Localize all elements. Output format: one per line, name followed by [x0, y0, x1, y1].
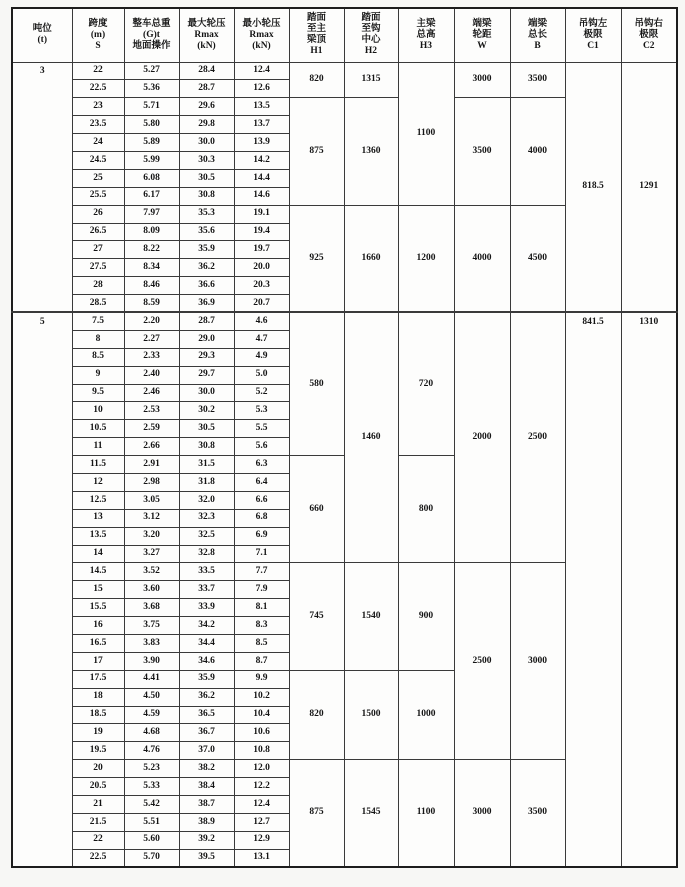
- cell-max-wheel-load: 29.7: [179, 366, 234, 384]
- cell-min-wheel-load: 7.1: [234, 545, 289, 563]
- cell-max-wheel-load: 35.3: [179, 205, 234, 223]
- cell-total-weight: 2.66: [124, 438, 179, 456]
- cell-max-wheel-load: 34.6: [179, 652, 234, 670]
- col-header-w: 端梁 轮距 W: [454, 8, 510, 62]
- cell-total-weight: 3.75: [124, 617, 179, 635]
- cell-min-wheel-load: 12.4: [234, 796, 289, 814]
- cell-h3: 1100: [398, 760, 454, 867]
- cell-b: 3500: [510, 760, 565, 867]
- cell-max-wheel-load: 36.2: [179, 259, 234, 277]
- cell-total-weight: 5.80: [124, 116, 179, 134]
- cell-max-wheel-load: 32.5: [179, 527, 234, 545]
- cell-total-weight: 3.60: [124, 581, 179, 599]
- cell-max-wheel-load: 30.8: [179, 187, 234, 205]
- cell-span: 20.5: [72, 778, 124, 796]
- cell-min-wheel-load: 13.5: [234, 98, 289, 116]
- cell-total-weight: 2.91: [124, 456, 179, 474]
- table-row: [12, 312, 677, 330]
- cell-min-wheel-load: 10.4: [234, 706, 289, 724]
- cell-h3: 1100: [398, 62, 454, 205]
- cell-min-wheel-load: 4.9: [234, 348, 289, 366]
- cell-min-wheel-load: 20.3: [234, 277, 289, 295]
- cell-total-weight: 5.23: [124, 760, 179, 778]
- cell-total-weight: 4.68: [124, 724, 179, 742]
- cell-span: 25: [72, 169, 124, 187]
- cell-min-wheel-load: 4.7: [234, 330, 289, 348]
- cell-c1: 818.5: [565, 62, 621, 312]
- cell-b: 4000: [510, 98, 565, 205]
- cell-min-wheel-load: 6.9: [234, 527, 289, 545]
- cell-min-wheel-load: 5.6: [234, 438, 289, 456]
- cell-min-wheel-load: 19.7: [234, 241, 289, 259]
- col-header-h2: 踏面 至钩 中心 H2: [344, 8, 398, 62]
- cell-min-wheel-load: 8.5: [234, 635, 289, 653]
- cell-span: 15: [72, 581, 124, 599]
- cell-min-wheel-load: 8.3: [234, 617, 289, 635]
- cell-total-weight: 5.36: [124, 80, 179, 98]
- cell-max-wheel-load: 30.8: [179, 438, 234, 456]
- cell-total-weight: 5.42: [124, 796, 179, 814]
- cell-span: 26.5: [72, 223, 124, 241]
- cell-total-weight: 2.20: [124, 312, 179, 330]
- spec-table-head: [12, 8, 677, 62]
- cell-max-wheel-load: 31.5: [179, 456, 234, 474]
- cell-span: 21: [72, 796, 124, 814]
- cell-span: 24.5: [72, 151, 124, 169]
- cell-min-wheel-load: 5.2: [234, 384, 289, 402]
- cell-span: 23: [72, 98, 124, 116]
- cell-min-wheel-load: 6.4: [234, 473, 289, 491]
- cell-h2: 1545: [344, 760, 398, 867]
- cell-min-wheel-load: 14.6: [234, 187, 289, 205]
- cell-min-wheel-load: 10.2: [234, 688, 289, 706]
- cell-max-wheel-load: 38.2: [179, 760, 234, 778]
- cell-span: 7.5: [72, 312, 124, 330]
- cell-max-wheel-load: 33.9: [179, 599, 234, 617]
- cell-min-wheel-load: 12.9: [234, 831, 289, 849]
- cell-total-weight: 4.76: [124, 742, 179, 760]
- spec-table-body: [12, 62, 677, 867]
- cell-h1: 875: [289, 760, 344, 867]
- cell-min-wheel-load: 13.1: [234, 849, 289, 867]
- cell-span: 22: [72, 831, 124, 849]
- col-header-h1: 踏面 至主 梁顶 H1: [289, 8, 344, 62]
- cell-max-wheel-load: 30.3: [179, 151, 234, 169]
- cell-c2: 1291: [621, 62, 677, 312]
- table-row: [12, 62, 677, 80]
- cell-total-weight: 2.46: [124, 384, 179, 402]
- cell-span: 22.5: [72, 849, 124, 867]
- cell-max-wheel-load: 33.7: [179, 581, 234, 599]
- cell-span: 19: [72, 724, 124, 742]
- tonnage-cell: 3: [12, 62, 72, 312]
- cell-min-wheel-load: 13.9: [234, 134, 289, 152]
- cell-span: 20: [72, 760, 124, 778]
- cell-span: 10: [72, 402, 124, 420]
- cell-h1: 580: [289, 312, 344, 455]
- cell-total-weight: 4.59: [124, 706, 179, 724]
- cell-total-weight: 5.70: [124, 849, 179, 867]
- cell-h3: 800: [398, 456, 454, 563]
- cell-span: 13: [72, 509, 124, 527]
- cell-w: 3000: [454, 760, 510, 867]
- cell-total-weight: 5.51: [124, 813, 179, 831]
- cell-min-wheel-load: 12.0: [234, 760, 289, 778]
- cell-min-wheel-load: 20.7: [234, 295, 289, 313]
- cell-max-wheel-load: 29.0: [179, 330, 234, 348]
- cell-total-weight: 3.68: [124, 599, 179, 617]
- cell-total-weight: 3.83: [124, 635, 179, 653]
- cell-min-wheel-load: 20.0: [234, 259, 289, 277]
- cell-max-wheel-load: 28.4: [179, 62, 234, 80]
- cell-max-wheel-load: 32.0: [179, 491, 234, 509]
- cell-max-wheel-load: 30.5: [179, 420, 234, 438]
- cell-h3: 720: [398, 312, 454, 455]
- cell-total-weight: 8.09: [124, 223, 179, 241]
- col-header-b: 端梁 总长 B: [510, 8, 565, 62]
- col-header-tonnage: 吨位 (t): [12, 8, 72, 62]
- crane-spec-table: [11, 7, 678, 868]
- cell-min-wheel-load: 14.4: [234, 169, 289, 187]
- col-header-h3: 主梁 总高 H3: [398, 8, 454, 62]
- cell-max-wheel-load: 36.5: [179, 706, 234, 724]
- cell-h1: 660: [289, 456, 344, 563]
- cell-h2: 1660: [344, 205, 398, 312]
- cell-w: 2000: [454, 312, 510, 562]
- cell-h3: 1000: [398, 670, 454, 759]
- cell-max-wheel-load: 29.8: [179, 116, 234, 134]
- cell-total-weight: 6.08: [124, 169, 179, 187]
- cell-min-wheel-load: 4.6: [234, 312, 289, 330]
- cell-total-weight: 3.27: [124, 545, 179, 563]
- cell-span: 28.5: [72, 295, 124, 313]
- cell-c2: 1310: [621, 312, 677, 867]
- cell-span: 16.5: [72, 635, 124, 653]
- cell-min-wheel-load: 12.6: [234, 80, 289, 98]
- cell-total-weight: 5.60: [124, 831, 179, 849]
- tonnage-cell: 5: [12, 312, 72, 867]
- col-header-rmin: 最小轮压 Rmax (kN): [234, 8, 289, 62]
- cell-span: 15.5: [72, 599, 124, 617]
- cell-min-wheel-load: 6.8: [234, 509, 289, 527]
- cell-max-wheel-load: 38.9: [179, 813, 234, 831]
- cell-total-weight: 2.59: [124, 420, 179, 438]
- cell-span: 11.5: [72, 456, 124, 474]
- cell-span: 22: [72, 62, 124, 80]
- cell-min-wheel-load: 10.6: [234, 724, 289, 742]
- cell-span: 27.5: [72, 259, 124, 277]
- cell-min-wheel-load: 5.3: [234, 402, 289, 420]
- cell-total-weight: 7.97: [124, 205, 179, 223]
- cell-span: 18.5: [72, 706, 124, 724]
- cell-min-wheel-load: 13.7: [234, 116, 289, 134]
- cell-min-wheel-load: 8.1: [234, 599, 289, 617]
- cell-max-wheel-load: 30.5: [179, 169, 234, 187]
- cell-min-wheel-load: 5.5: [234, 420, 289, 438]
- cell-span: 9.5: [72, 384, 124, 402]
- cell-total-weight: 8.46: [124, 277, 179, 295]
- cell-span: 17: [72, 652, 124, 670]
- cell-max-wheel-load: 30.0: [179, 134, 234, 152]
- col-header-span: 跨度 (m) S: [72, 8, 124, 62]
- cell-max-wheel-load: 36.2: [179, 688, 234, 706]
- cell-min-wheel-load: 7.7: [234, 563, 289, 581]
- cell-span: 16: [72, 617, 124, 635]
- cell-span: 26: [72, 205, 124, 223]
- col-header-weight: 整车总重 (G)t 地面操作: [124, 8, 179, 62]
- cell-total-weight: 2.33: [124, 348, 179, 366]
- cell-span: 23.5: [72, 116, 124, 134]
- cell-span: 12: [72, 473, 124, 491]
- cell-total-weight: 5.71: [124, 98, 179, 116]
- cell-total-weight: 3.90: [124, 652, 179, 670]
- cell-min-wheel-load: 19.1: [234, 205, 289, 223]
- cell-max-wheel-load: 30.2: [179, 402, 234, 420]
- cell-span: 14: [72, 545, 124, 563]
- cell-span: 17.5: [72, 670, 124, 688]
- cell-total-weight: 8.34: [124, 259, 179, 277]
- cell-h2: 1540: [344, 563, 398, 670]
- cell-total-weight: 4.50: [124, 688, 179, 706]
- cell-span: 28: [72, 277, 124, 295]
- cell-total-weight: 8.59: [124, 295, 179, 313]
- cell-span: 22.5: [72, 80, 124, 98]
- cell-max-wheel-load: 29.6: [179, 98, 234, 116]
- cell-max-wheel-load: 32.3: [179, 509, 234, 527]
- cell-min-wheel-load: 8.7: [234, 652, 289, 670]
- cell-total-weight: 3.52: [124, 563, 179, 581]
- cell-total-weight: 5.27: [124, 62, 179, 80]
- cell-min-wheel-load: 12.2: [234, 778, 289, 796]
- cell-total-weight: 2.40: [124, 366, 179, 384]
- cell-max-wheel-load: 39.5: [179, 849, 234, 867]
- cell-w: 3000: [454, 62, 510, 98]
- cell-total-weight: 8.22: [124, 241, 179, 259]
- cell-max-wheel-load: 29.3: [179, 348, 234, 366]
- cell-max-wheel-load: 38.4: [179, 778, 234, 796]
- cell-span: 8: [72, 330, 124, 348]
- cell-h3: 900: [398, 563, 454, 670]
- cell-h3: 1200: [398, 205, 454, 312]
- cell-min-wheel-load: 14.2: [234, 151, 289, 169]
- cell-total-weight: 3.20: [124, 527, 179, 545]
- header-row: [12, 8, 677, 62]
- cell-span: 11: [72, 438, 124, 456]
- cell-max-wheel-load: 36.6: [179, 277, 234, 295]
- cell-h1: 820: [289, 670, 344, 759]
- col-header-rmax: 最大轮压 Rmax (kN): [179, 8, 234, 62]
- cell-w: 4000: [454, 205, 510, 312]
- cell-total-weight: 2.53: [124, 402, 179, 420]
- cell-min-wheel-load: 12.4: [234, 62, 289, 80]
- cell-min-wheel-load: 6.6: [234, 491, 289, 509]
- cell-span: 24: [72, 134, 124, 152]
- cell-span: 18: [72, 688, 124, 706]
- cell-max-wheel-load: 35.6: [179, 223, 234, 241]
- cell-min-wheel-load: 5.0: [234, 366, 289, 384]
- cell-max-wheel-load: 37.0: [179, 742, 234, 760]
- cell-b: 3500: [510, 62, 565, 98]
- cell-max-wheel-load: 33.5: [179, 563, 234, 581]
- cell-h1: 820: [289, 62, 344, 98]
- cell-min-wheel-load: 7.9: [234, 581, 289, 599]
- cell-span: 13.5: [72, 527, 124, 545]
- cell-max-wheel-load: 34.4: [179, 635, 234, 653]
- cell-total-weight: 5.99: [124, 151, 179, 169]
- cell-max-wheel-load: 35.9: [179, 670, 234, 688]
- cell-max-wheel-load: 32.8: [179, 545, 234, 563]
- cell-max-wheel-load: 36.9: [179, 295, 234, 313]
- cell-span: 14.5: [72, 563, 124, 581]
- cell-max-wheel-load: 28.7: [179, 312, 234, 330]
- cell-span: 8.5: [72, 348, 124, 366]
- cell-span: 25.5: [72, 187, 124, 205]
- cell-h1: 745: [289, 563, 344, 670]
- cell-min-wheel-load: 12.7: [234, 813, 289, 831]
- cell-max-wheel-load: 38.7: [179, 796, 234, 814]
- cell-total-weight: 4.41: [124, 670, 179, 688]
- cell-span: 19.5: [72, 742, 124, 760]
- cell-min-wheel-load: 10.8: [234, 742, 289, 760]
- cell-w: 3500: [454, 98, 510, 205]
- cell-min-wheel-load: 19.4: [234, 223, 289, 241]
- cell-total-weight: 5.89: [124, 134, 179, 152]
- cell-h1: 925: [289, 205, 344, 312]
- cell-max-wheel-load: 36.7: [179, 724, 234, 742]
- cell-h2: 1360: [344, 98, 398, 205]
- cell-span: 12.5: [72, 491, 124, 509]
- cell-h2: 1500: [344, 670, 398, 759]
- cell-b: 4500: [510, 205, 565, 312]
- cell-span: 27: [72, 241, 124, 259]
- cell-span: 21.5: [72, 813, 124, 831]
- cell-b: 2500: [510, 312, 565, 562]
- cell-h1: 875: [289, 98, 344, 205]
- cell-min-wheel-load: 9.9: [234, 670, 289, 688]
- cell-total-weight: 3.12: [124, 509, 179, 527]
- cell-max-wheel-load: 35.9: [179, 241, 234, 259]
- cell-c1: 841.5: [565, 312, 621, 867]
- cell-b: 3000: [510, 563, 565, 760]
- cell-total-weight: 6.17: [124, 187, 179, 205]
- cell-min-wheel-load: 6.3: [234, 456, 289, 474]
- cell-max-wheel-load: 28.7: [179, 80, 234, 98]
- cell-h2: 1460: [344, 312, 398, 562]
- cell-max-wheel-load: 30.0: [179, 384, 234, 402]
- cell-max-wheel-load: 39.2: [179, 831, 234, 849]
- cell-total-weight: 3.05: [124, 491, 179, 509]
- cell-total-weight: 2.27: [124, 330, 179, 348]
- cell-span: 10.5: [72, 420, 124, 438]
- cell-total-weight: 2.98: [124, 473, 179, 491]
- col-header-c1: 吊钩左 极限 C1: [565, 8, 621, 62]
- cell-max-wheel-load: 31.8: [179, 473, 234, 491]
- cell-total-weight: 5.33: [124, 778, 179, 796]
- cell-span: 9: [72, 366, 124, 384]
- col-header-c2: 吊钩右 极限 C2: [621, 8, 677, 62]
- cell-h2: 1315: [344, 62, 398, 98]
- cell-max-wheel-load: 34.2: [179, 617, 234, 635]
- cell-w: 2500: [454, 563, 510, 760]
